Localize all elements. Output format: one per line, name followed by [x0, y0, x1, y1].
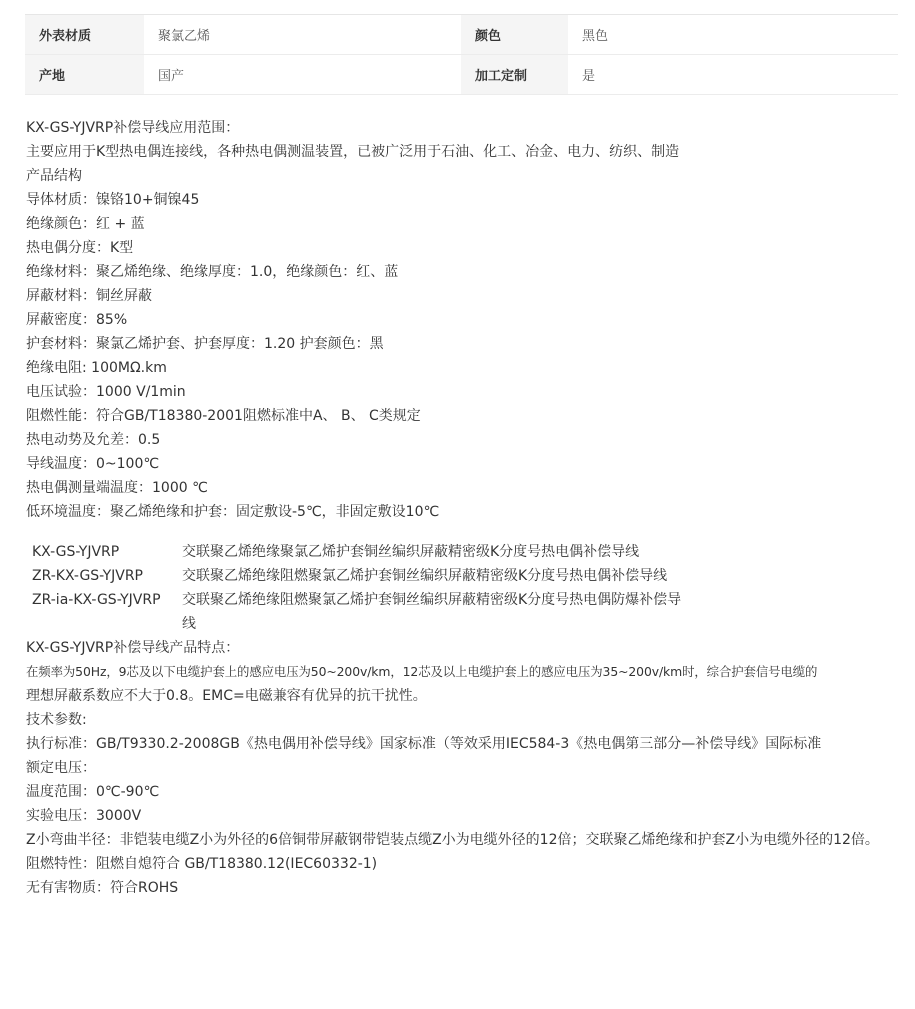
tech-temp-range: 温度范围：0℃-90℃: [26, 784, 160, 800]
structure-item: 低环境温度：聚乙烯绝缘和护套：固定敷设-5℃，非固定敷设10℃: [26, 504, 440, 520]
structure-item: 护套材料：聚氯乙烯护套、护套厚度：1.20 护套颜色：黑: [26, 336, 384, 352]
tech-hazardous-substances: 无有害物质：符合ROHS: [26, 880, 179, 896]
model-description: 交联聚乙烯绝缘阻燃聚氯乙烯护套铜丝编织屏蔽精密级K分度号热电偶防爆补偿导线: [182, 592, 682, 632]
structure-item: 电压试验：1000 V/1min: [26, 384, 186, 400]
product-description: [26, 116, 898, 900]
structure-item: 导体材质：镍铬10+铜镍45: [26, 192, 200, 208]
tech-bend-radius: Z小弯曲半径：非铠装电缆Z小为外径的6倍铜带屏蔽钢带铠装点缆Z小为电缆外径的12倍；交联聚乙烯绝缘和护套Z小为电缆外径的12倍。: [26, 832, 879, 848]
application-usage: 主要应用于K型热电偶连接线，各种热电偶测温装置，已被广泛用于石油、化工、冶金、电力、纺织、制造: [26, 144, 680, 160]
tech-heading: 技术参数:: [26, 712, 87, 728]
structure-item: 热电动势及允差：0.5: [26, 432, 161, 448]
model-code: KX-GS-YJVRP: [32, 544, 120, 560]
spec-value-customizable: 是: [568, 55, 898, 95]
tech-test-voltage: 实验电压：3000V: [26, 808, 142, 824]
structure-item: 热电偶测量端温度：1000 ℃: [26, 480, 208, 496]
features-text: 在频率为50Hz，9芯及以下电缆护套上的感应电压为50~200v/km，12芯及以上电缆护套上的感应电压为35~200v/km时，综合护套信号电缆的: [26, 664, 818, 679]
structure-item: 导线温度：0~100℃: [26, 456, 160, 472]
tech-standard: 执行标准：GB/T9330.2-2008GB《热电偶用补偿导线》国家标准（等效采用IEC584-3《热电偶第三部分—补偿导线》国际标准: [26, 736, 822, 752]
structure-item: 阻燃性能：符合GB/T18380-2001阻燃标准中A、 B、 C类规定: [26, 408, 421, 424]
model-code: ZR-KX-GS-YJVRP: [32, 568, 143, 584]
spec-value-material: 聚氯乙烯: [144, 15, 461, 55]
spec-value-origin: 国产: [144, 55, 461, 95]
spec-label-color: 颜色: [461, 15, 568, 55]
model-row: [28, 540, 692, 564]
spec-label-material: 外表材质: [25, 15, 144, 55]
spec-label-customizable: 加工定制: [461, 55, 568, 95]
features-text: 理想屏蔽系数应不大于0.8。EMC=电磁兼容有优异的抗干扰性。: [26, 688, 427, 704]
structure-item: 绝缘颜色：红 + 蓝: [26, 216, 145, 232]
structure-item: 热电偶分度：K型: [26, 240, 134, 256]
model-description: 交联聚乙烯绝缘聚氯乙烯护套铜丝编织屏蔽精密级K分度号热电偶补偿导线: [182, 544, 640, 560]
application-heading: KX-GS-YJVRP补偿导线应用范围：: [26, 120, 240, 136]
tech-flame-retardant: 阻燃特性：阻燃自熄符合 GB/T18380.12(IEC60332-1): [26, 856, 378, 872]
features-heading: KX-GS-YJVRP补偿导线产品特点：: [26, 640, 240, 656]
structure-item: 屏蔽材料：铜丝屏蔽: [26, 288, 152, 304]
model-row: [28, 588, 692, 636]
model-description: 交联聚乙烯绝缘阻燃聚氯乙烯护套铜丝编织屏蔽精密级K分度号热电偶补偿导线: [182, 568, 668, 584]
model-table: [28, 540, 692, 636]
tech-rated-voltage: 额定电压：: [26, 760, 96, 776]
structure-item: 绝缘材料：聚乙烯绝缘、绝缘厚度：1.0，绝缘颜色：红、蓝: [26, 264, 399, 280]
spec-row: [25, 55, 898, 95]
structure-title: 产品结构: [26, 168, 82, 184]
spec-label-origin: 产地: [25, 55, 144, 95]
spacer: [26, 524, 898, 540]
model-code: ZR-ia-KX-GS-YJVRP: [32, 592, 161, 608]
spec-table: [25, 14, 898, 95]
structure-item: 绝缘电阻: 100MΩ.km: [26, 360, 167, 376]
spec-row: [25, 15, 898, 55]
model-row: [28, 564, 692, 588]
structure-item: 屏蔽密度：85%: [26, 312, 128, 328]
spec-value-color: 黑色: [568, 15, 898, 55]
